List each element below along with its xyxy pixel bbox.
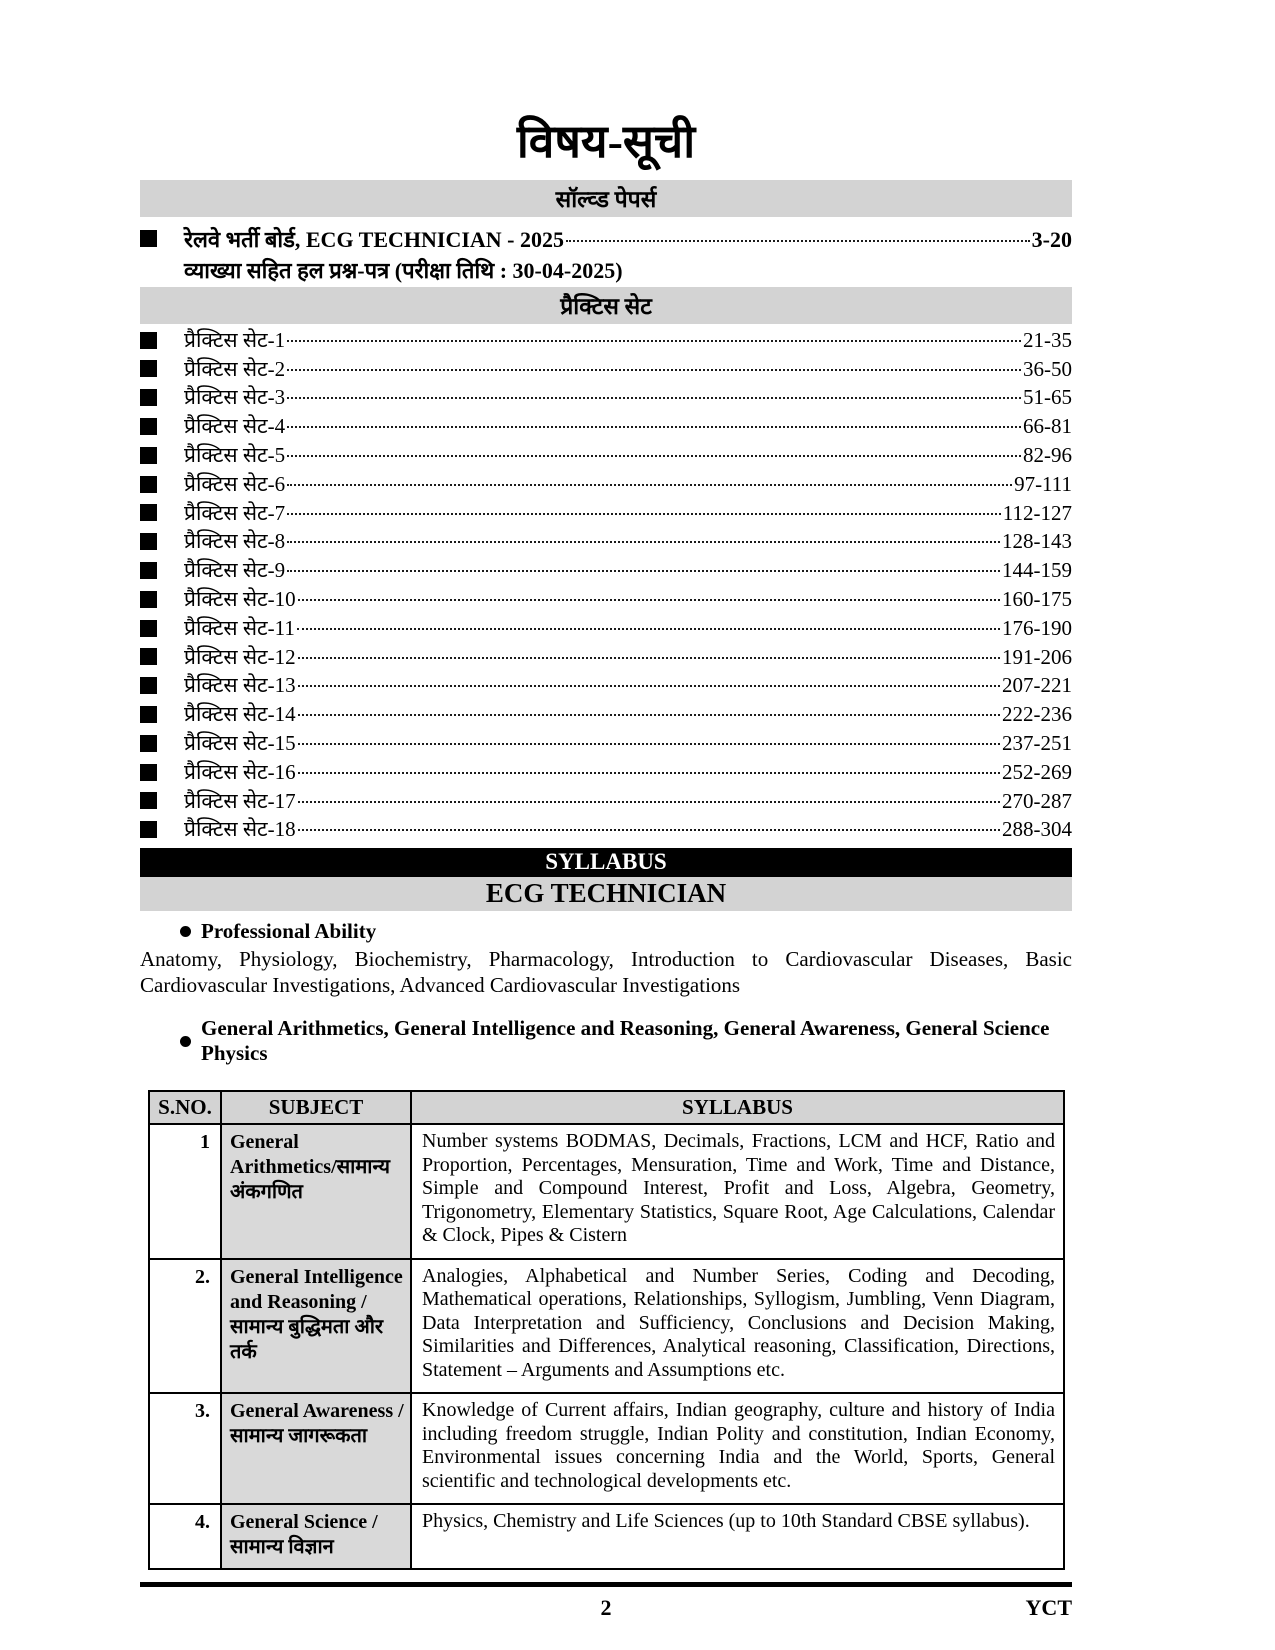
square-bullet-icon (140, 504, 157, 521)
square-bullet-icon (140, 562, 157, 579)
toc-item-label: प्रैक्टिस सेट-10 (184, 586, 296, 611)
circle-bullet-icon (180, 1036, 191, 1047)
toc-item-pages: 51-65 (1023, 385, 1072, 410)
toc-item-label: प्रैक्टिस सेट-6 (184, 471, 286, 496)
toc-item (140, 758, 1072, 787)
cell-sno: 3. (149, 1393, 221, 1504)
toc-item-pages: 176-190 (1002, 615, 1072, 640)
toc-entry-subtitle: व्याख्या सहित हल प्रश्न-पत्र (परीक्षा तिथि : 30-04-2025) (184, 257, 623, 283)
toc-item-label: प्रैक्टिस सेट-5 (184, 442, 286, 467)
dot-leader (287, 426, 1021, 428)
dot-leader (287, 513, 1001, 515)
toc-item (140, 700, 1072, 729)
toc-item-pages: 97-111 (1014, 471, 1072, 496)
toc-item-label: प्रैक्टिस सेट-3 (184, 385, 286, 410)
practice-set-list (140, 324, 1072, 846)
cell-subject: General Awareness /सामान्य जागरूकता (221, 1393, 411, 1504)
cell-syllabus: Physics, Chemistry and Life Sciences (up to 10th Standard CBSE syllabus). (411, 1504, 1064, 1569)
toc-item (140, 815, 1072, 844)
toc-item-pages: 270-287 (1002, 788, 1072, 813)
page-title: विषय-सूची (516, 116, 696, 167)
square-bullet-icon (140, 230, 157, 247)
square-bullet-icon (140, 677, 157, 694)
toc-item-pages: 112-127 (1002, 500, 1072, 525)
header-sno: S.NO. (149, 1091, 221, 1124)
table-header-row (149, 1091, 1064, 1124)
toc-item (140, 556, 1072, 585)
dot-leader (298, 801, 1000, 803)
square-bullet-icon (140, 821, 157, 838)
toc-item-label: प्रैक्टिस सेट-8 (184, 529, 286, 554)
toc-item (140, 787, 1072, 816)
toc-item-pages: 237-251 (1002, 730, 1072, 755)
dot-leader (297, 628, 1000, 630)
toc-entry-solved-paper (140, 217, 1072, 253)
square-bullet-icon (140, 418, 157, 435)
cell-subject: General Arithmetics/सामान्य अंकगणित (221, 1124, 411, 1259)
toc-item-label: प्रैक्टिस सेट-1 (184, 327, 286, 352)
toc-item-label: प्रैक्टिस सेट-13 (184, 673, 296, 698)
toc-entry-pages: 3-20 (1031, 226, 1072, 252)
toc-item (140, 585, 1072, 614)
toc-item-pages: 21-35 (1023, 327, 1072, 352)
cell-sno: 1 (149, 1124, 221, 1259)
toc-item-pages: 82-96 (1023, 442, 1072, 467)
toc-item-label: प्रैक्टिस सेट-18 (184, 817, 296, 842)
square-bullet-icon (140, 360, 157, 377)
cell-syllabus: Analogies, Alphabetical and Number Series, Coding and Decoding, Mathematical operations, Relationships, Syllogism, Jumbling, Venn Diagram, Data Interpretation and Sufficiency, Conclusions and Decision Making, Similarities and Differences, Analytical reasoning, Classification, Directions, Statement – Arguments and Assumptions etc. (411, 1259, 1064, 1394)
square-bullet-icon (140, 591, 157, 608)
bullet-heading: General Arithmetics, General Intelligence and Reasoning, General Awareness, General Science Physics (201, 1016, 1050, 1066)
toc-item-label: प्रैक्टिस सेट-15 (184, 730, 296, 755)
dot-leader (287, 340, 1021, 342)
toc-item-pages: 144-159 (1002, 558, 1072, 583)
bullet-heading: Professional Ability (201, 919, 377, 944)
dot-leader (298, 599, 1000, 601)
bullet-professional-ability (180, 919, 1072, 944)
square-bullet-icon (140, 735, 157, 752)
table-row (149, 1259, 1064, 1394)
toc-item-label: प्रैक्टिस सेट-4 (184, 414, 286, 439)
page-footer (140, 1582, 1072, 1622)
square-bullet-icon (140, 620, 157, 637)
toc-item (140, 671, 1072, 700)
toc-item-label: प्रैक्टिस सेट-17 (184, 788, 296, 813)
toc-item (140, 470, 1072, 499)
toc-item-label: प्रैक्टिस सेट-14 (184, 702, 296, 727)
syllabus-section (140, 919, 1072, 1570)
toc-item-pages: 66-81 (1023, 414, 1072, 439)
dot-leader (287, 484, 1012, 486)
toc-item (140, 412, 1072, 441)
toc-item-pages: 191-206 (1002, 644, 1072, 669)
toc-item-label: प्रैक्टिस सेट-11 (184, 615, 295, 640)
toc-item-pages: 222-236 (1002, 702, 1072, 727)
square-bullet-icon (140, 332, 157, 349)
circle-bullet-icon (180, 926, 191, 937)
toc-item-label: प्रैक्टिस सेट-2 (184, 356, 286, 381)
cell-syllabus: Knowledge of Current affairs, Indian geography, culture and history of India including freedom struggle, Indian Polity and constitution, Indian Economy, Environmental issues concerning India and the World, Sports, General scientific and technological developments etc. (411, 1393, 1064, 1504)
square-bullet-icon (140, 648, 157, 665)
header-subject: SUBJECT (221, 1091, 411, 1124)
dot-leader (287, 397, 1021, 399)
syllabus-subtitle-bar: ECG TECHNICIAN (140, 877, 1072, 911)
toc-item-pages: 128-143 (1002, 529, 1072, 554)
table-row (149, 1504, 1064, 1569)
toc-item (140, 326, 1072, 355)
cell-subject: General Intelligence and Reasoning /सामान्य बुद्धिमता और तर्क (221, 1259, 411, 1394)
square-bullet-icon (140, 792, 157, 809)
section-header-solved-papers: सॉल्व्ड पेपर्स (140, 180, 1072, 217)
square-bullet-icon (140, 706, 157, 723)
toc-item-pages: 288-304 (1002, 817, 1072, 842)
section-header-practice-sets: प्रैक्टिस सेट (140, 287, 1072, 324)
toc-entry-label: रेलवे भर्ती बोर्ड, ECG TECHNICIAN - 2025 (184, 226, 565, 252)
footer-page-number: 2 (600, 1595, 612, 1621)
toc-item-label: प्रैक्टिस सेट-12 (184, 644, 296, 669)
toc-item (140, 383, 1072, 412)
dot-leader (298, 772, 1000, 774)
cell-subject: General Science /सामान्य विज्ञान (221, 1504, 411, 1569)
dot-leader (298, 743, 1000, 745)
table-row (149, 1393, 1064, 1504)
toc-item (140, 499, 1072, 528)
square-bullet-icon (140, 533, 157, 550)
square-bullet-icon (140, 476, 157, 493)
cell-sno: 4. (149, 1504, 221, 1569)
toc-item (140, 355, 1072, 384)
table-row (149, 1124, 1064, 1259)
dot-leader (298, 685, 1000, 687)
toc-item (140, 441, 1072, 470)
toc-item-pages: 252-269 (1002, 759, 1072, 784)
cell-sno: 2. (149, 1259, 221, 1394)
square-bullet-icon (140, 447, 157, 464)
dot-leader (298, 714, 1000, 716)
toc-item-label: प्रैक्टिस सेट-16 (184, 759, 296, 784)
syllabus-table (148, 1090, 1065, 1570)
toc-item (140, 527, 1072, 556)
dot-leader (298, 829, 1000, 831)
dot-leader (287, 455, 1021, 457)
professional-ability-body: Anatomy, Physiology, Biochemistry, Pharmacology, Introduction to Cardiovascular Diseases, Basic Cardiovascular Investigations, Advanced Cardiovascular Investigations (140, 947, 1072, 998)
dot-leader (287, 541, 1000, 543)
toc-item-label: प्रैक्टिस सेट-7 (184, 500, 286, 525)
footer-publisher: YCT (1025, 1595, 1072, 1621)
toc-item-pages: 36-50 (1023, 356, 1072, 381)
dot-leader (298, 657, 1000, 659)
header-syllabus: SYLLABUS (411, 1091, 1064, 1124)
dot-leader (287, 369, 1021, 371)
dot-leader (566, 240, 1030, 242)
square-bullet-icon (140, 389, 157, 406)
syllabus-bar: SYLLABUS (140, 848, 1072, 877)
cell-syllabus: Number systems BODMAS, Decimals, Fractions, LCM and HCF, Ratio and Proportion, Percentages, Mensuration, Time and Work, Time and Distance, Simple and Compound Interest, Profit and Loss, Algebra, Geometry, Trigonometry, Elementary Statistics, Square Root, Age Calculations, Calendar & Clock, Pipes & Cistern (411, 1124, 1064, 1259)
toc-item (140, 614, 1072, 643)
toc-item-pages: 207-221 (1002, 673, 1072, 698)
bullet-general-subjects (180, 1016, 1072, 1066)
toc-item-pages: 160-175 (1002, 586, 1072, 611)
toc-item-label: प्रैक्टिस सेट-9 (184, 558, 286, 583)
dot-leader (287, 570, 1000, 572)
toc-item (140, 643, 1072, 672)
square-bullet-icon (140, 764, 157, 781)
toc-item (140, 729, 1072, 758)
